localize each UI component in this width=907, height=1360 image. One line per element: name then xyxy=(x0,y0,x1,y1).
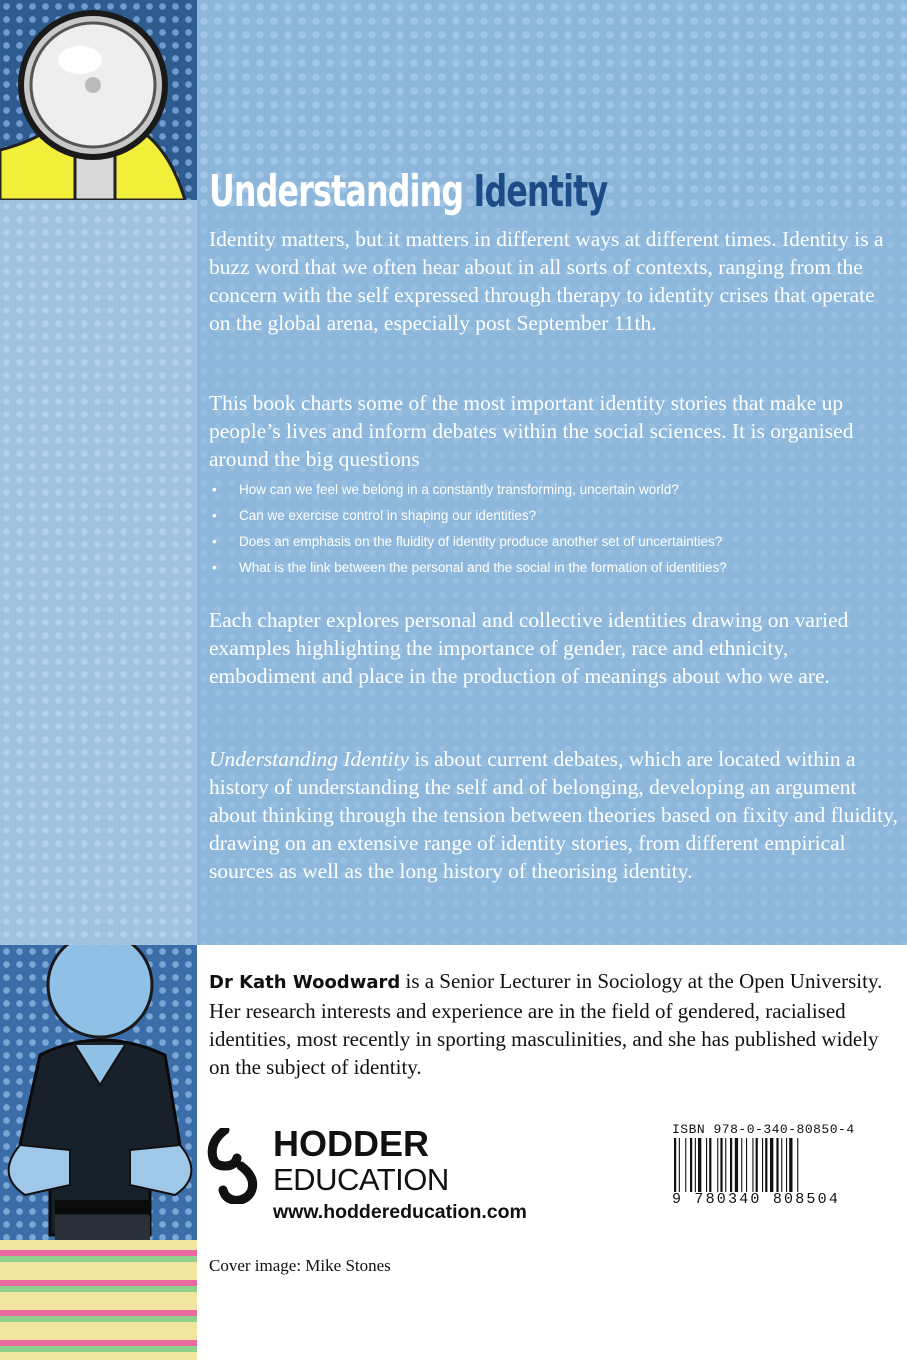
cover-art-middle xyxy=(0,200,197,945)
barcode-bar xyxy=(762,1138,763,1192)
title-part1: Understanding xyxy=(209,166,464,217)
barcode-bar xyxy=(797,1138,798,1192)
striped-pattern xyxy=(0,1240,197,1360)
cover-art-bottom xyxy=(0,945,197,1360)
barcode-bar xyxy=(752,1138,753,1192)
barcode-bar xyxy=(735,1138,738,1192)
barcode-bar xyxy=(765,1138,767,1192)
barcode-bar xyxy=(786,1138,787,1192)
list-item: • Does an emphasis on the fluidity of identity produce another set of uncertainties? xyxy=(212,529,902,555)
barcode-bar xyxy=(674,1138,676,1192)
cover-image-credit: Cover image: Mike Stones xyxy=(209,1256,391,1275)
questions-intro-paragraph: This book charts some of the most important identity stories that make up people’s lives and inform debates within the social sciences. It is organised around the big questions xyxy=(209,391,854,471)
publisher-name-line1: HODDER xyxy=(273,1123,430,1164)
bullet-symbol: • xyxy=(212,482,217,497)
publisher-name-line2: EDUCATION xyxy=(273,1162,449,1197)
barcode-bar xyxy=(679,1138,680,1192)
barcode-bar xyxy=(770,1138,773,1192)
bullet-symbol: • xyxy=(212,534,217,549)
bullet-symbol: • xyxy=(212,560,217,575)
barcode-bar xyxy=(725,1138,726,1192)
chapters-paragraph: Each chapter explores personal and collective identities drawing on varied examples highlighting the importance of gender, race and ethnicity, embodiment and place in the production of meanings about who we are. xyxy=(209,608,849,688)
barcode-bar xyxy=(698,1138,701,1192)
barcode-bar xyxy=(720,1138,722,1192)
barcode-digits: 9 780340 808504 xyxy=(672,1191,841,1208)
cover-art-top xyxy=(0,0,197,200)
barcode-bar xyxy=(717,1138,718,1192)
title-part2: Identity xyxy=(473,166,608,217)
author-bio xyxy=(209,967,889,1081)
list-item: • What is the link between the personal and the social in the formation of identities? xyxy=(212,555,902,581)
intro-paragraph: Identity matters, but it matters in different ways at different times. Identity is a buzz word that we often hear about in all sorts of contexts, ranging from the concern with the self expressed through therapy to identity crises that operate on the global arena, especially post September 11th. xyxy=(209,227,884,335)
debates-paragraph: Understanding Identity is about current debates, which are located within a history of understanding the self and of belonging, developing an argument about thinking through the tension between theories based on fixity and fluidity, drawing on an extensive range of identity stories, from different empirical sources as well as the long history of theorising identity. xyxy=(209,747,898,883)
barcode-bar xyxy=(776,1138,778,1192)
book-title xyxy=(209,166,607,217)
barcode-bar xyxy=(741,1138,742,1192)
barcode-bar xyxy=(789,1138,792,1192)
bullet-symbol: • xyxy=(212,508,217,523)
list-item: • Can we exercise control in shaping our identities? xyxy=(212,503,902,529)
publisher-website: www.hoddereducation.com xyxy=(273,1201,527,1223)
book-title-italic: Understanding Identity xyxy=(209,747,410,771)
barcode-bar xyxy=(746,1138,747,1192)
barcode-bar xyxy=(695,1138,696,1192)
hodder-logo-icon xyxy=(203,1128,263,1204)
author-name: Dr Kath Woodward xyxy=(209,972,401,993)
barcode-bar xyxy=(730,1138,732,1192)
barcode-bar xyxy=(690,1138,692,1192)
barcode-bar xyxy=(685,1138,686,1192)
list-item: • How can we feel we belong in a constantly transforming, uncertain world? xyxy=(212,477,902,503)
barcode-bar xyxy=(709,1138,711,1192)
barcode-bar xyxy=(756,1138,758,1192)
isbn-label: ISBN 978-0-340-80850-4 xyxy=(672,1122,855,1137)
barcode-bar xyxy=(706,1138,707,1192)
barcode-icon xyxy=(672,1138,840,1192)
barcode-bar xyxy=(781,1138,782,1192)
questions-list xyxy=(212,477,902,581)
author-bio-text: is a Senior Lecturer in Sociology at the Open University. Her research interests and experience are in the field of gendered, racialised identities, most recently in sporting masculinities, and she has published widely on the subject of identity. xyxy=(209,969,883,1079)
lamp-head-illustration xyxy=(0,0,197,200)
